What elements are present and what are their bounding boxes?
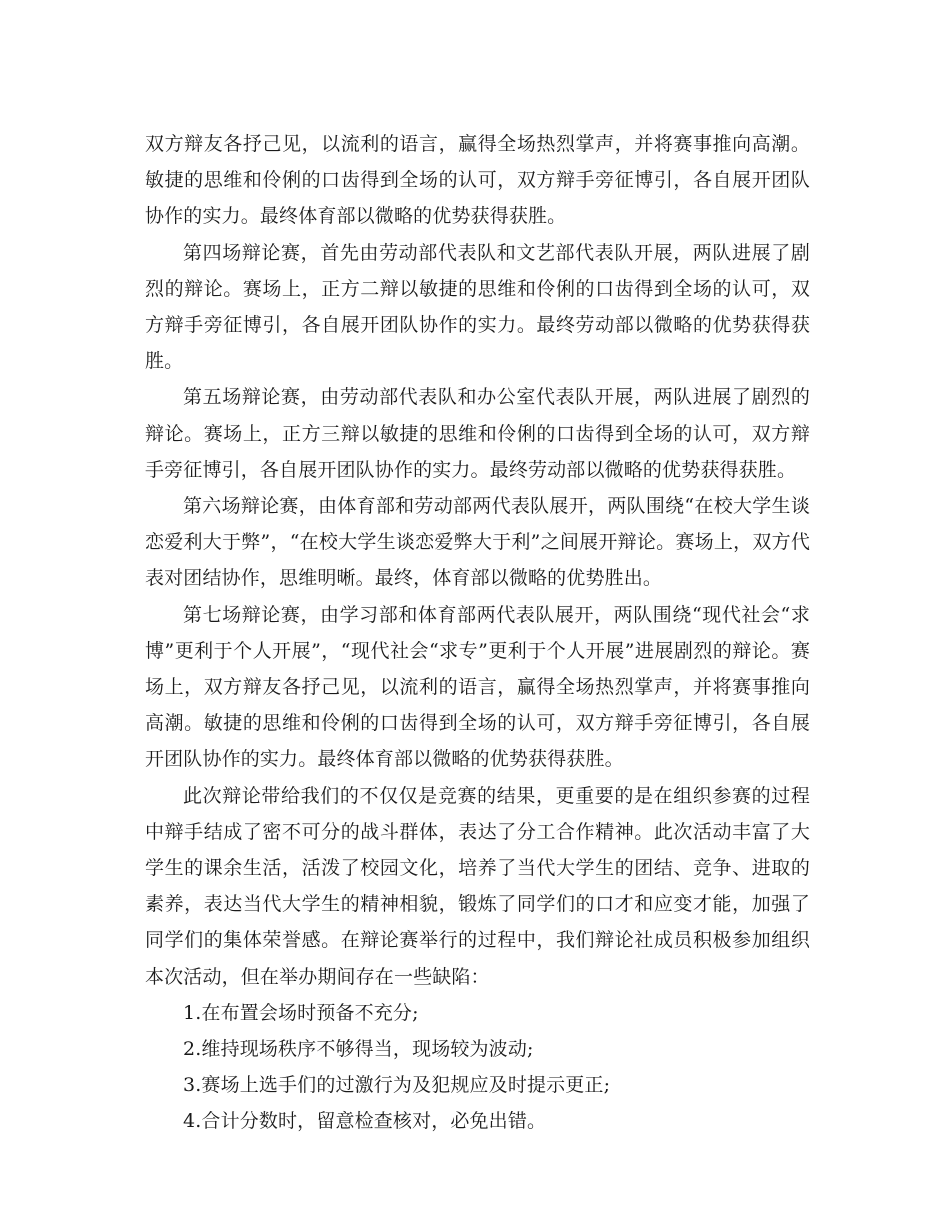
paragraph-debate-7: 第七场辩论赛，由学习部和体育部两代表队展开，两队围绕“现代社会“求博”更利于个人开展”，“现代社会“求专”更利于个人开展”进展剧烈的辩论。赛场上，双方辩友各抒己见，以流利的语言，赢得全场热烈掌声，并将赛事推向高潮。敏捷的思维和伶俐的口齿得到全场的认可，双方辩手旁征博引，各自展开团队协作的实力。最终体育部以微略的优势获得获胜。 [145, 603, 810, 771]
shortcomings-list [145, 995, 810, 1140]
list-item: 3.赛场上选手们的过激行为及犯规应及时提示更正; [183, 1074, 611, 1097]
paragraph-summary: 此次辩论带给我们的不仅仅是竞赛的结果，更重要的是在组织参赛的过程中辩手结成了密不可分的战斗群体，表达了分工合作精神。此次活动丰富了大学生的课余生活，活泼了校园文化，培养了当代大学生的团结、竞争、进取的素养，表达当代大学生的精神相貌，锻炼了同学们的口才和应变才能，加强了同学们的集体荣誉感。在辩论赛举行的过程中，我们辩论社成员积极参加组织本次活动，但在举办期间存在一些缺陷： [145, 784, 810, 988]
paragraph-debate-5: 第五场辩论赛，由劳动部代表队和办公室代表队开展，两队进展了剧烈的辩论。赛场上，正方三辩以敏捷的思维和伶俐的口齿得到全场的认可，双方辩手旁征博引，各自展开团队协作的实力。最终劳动部以微略的优势获得获胜。 [145, 386, 810, 481]
paragraph-debate-4: 第四场辩论赛，首先由劳动部代表队和文艺部代表队开展，两队进展了剧烈的辩论。赛场上，正方二辩以敏捷的思维和伶俐的口齿得到全场的认可，双方辩手旁征博引，各自展开团队协作的实力。最终劳动部以微略的优势获得获胜。 [145, 241, 810, 373]
list-item: 1.在布置会场时预备不充分; [183, 1001, 419, 1024]
list-item: 2.维持现场秩序不够得当，现场较为波动; [183, 1038, 534, 1061]
paragraph-continuation: 双方辩友各抒己见，以流利的语言，赢得全场热烈掌声，并将赛事推向高潮。敏捷的思维和伶俐的口齿得到全场的认可，双方辩手旁征博引，各自展开团队协作的实力。最终体育部以微略的优势获得获胜。 [145, 133, 810, 228]
list-item: 4.合计分数时，留意检查核对，必免出错。 [183, 1110, 547, 1133]
paragraph-debate-6: 第六场辩论赛，由体育部和劳动部两代表队展开，两队围绕“在校大学生谈恋爱利大于弊”，“在校大学生谈恋爱弊大于利”之间展开辩论。赛场上，双方代表对团结协作，思维明晰。最终，体育部以微略的优势胜出。 [145, 495, 810, 590]
document-body [145, 126, 810, 1140]
